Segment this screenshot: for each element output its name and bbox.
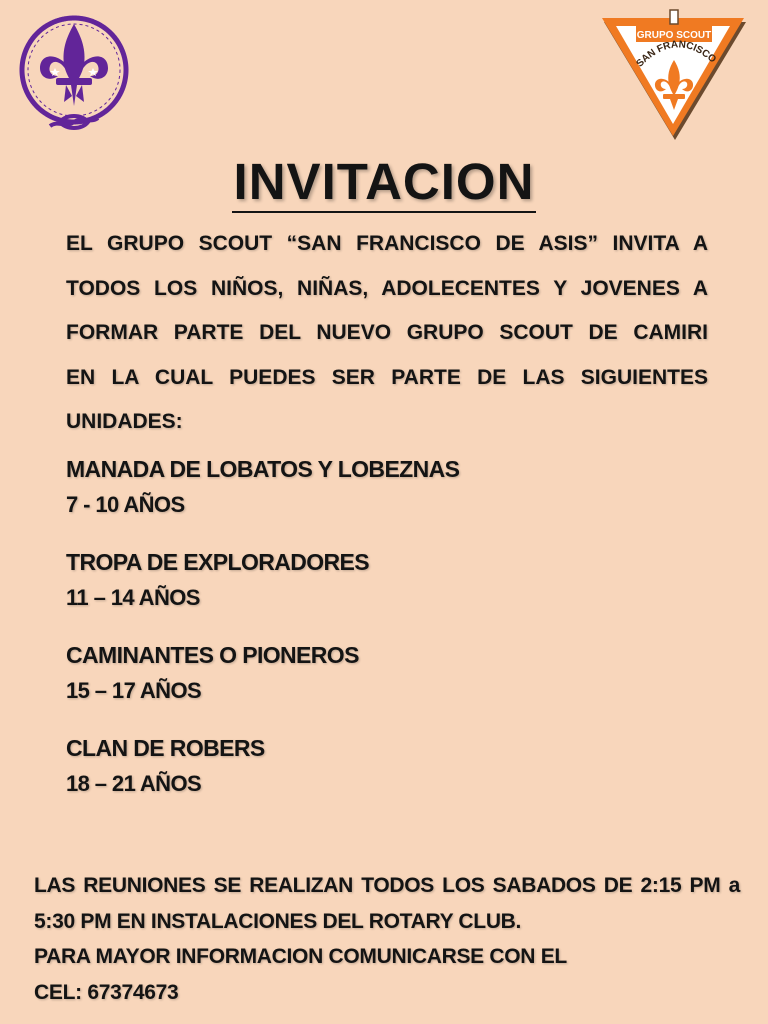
meeting-schedule-line: LAS REUNIONES SE REALIZAN TODOS LOS SABADOS DE 2:15 PM a — [34, 874, 740, 897]
unit-name: CAMINANTES O PIONEROS — [66, 642, 359, 668]
intro-line: UNIDADES: — [66, 410, 183, 433]
unit-age-range: 18 – 21 AÑOS — [66, 771, 202, 796]
unit-age-range: 11 – 14 AÑOS — [66, 585, 200, 610]
unit-name: CLAN DE ROBERS — [66, 735, 265, 761]
svg-text:GRUPO SCOUT: GRUPO SCOUT — [636, 30, 712, 41]
contact-info-line: PARA MAYOR INFORMACION COMUNICARSE CON EL — [34, 945, 567, 968]
unit-name: TROPA DE EXPLORADORES — [66, 549, 370, 575]
unit-age-range: 15 – 17 AÑOS — [66, 678, 202, 703]
unit-item — [66, 452, 666, 545]
world-scout-emblem-logo — [14, 10, 134, 138]
fleur-de-lis-icon — [14, 10, 134, 138]
unit-item — [66, 638, 666, 731]
intro-line: EN LA CUAL PUEDES SER PARTE DE LAS SIGUIENTES — [66, 365, 708, 389]
intro-line: EL GRUPO SCOUT “SAN FRANCISCO DE ASIS” INVITA A — [66, 232, 708, 255]
meeting-location-line: 5:30 PM EN INSTALACIONES DEL ROTARY CLUB. — [34, 909, 522, 933]
unit-name: MANADA DE LOBATOS Y LOBEZNAS — [66, 456, 460, 482]
invitation-paragraph — [66, 222, 708, 445]
title-text: INVITACION — [232, 153, 537, 213]
meeting-info — [34, 868, 740, 1010]
unit-item — [66, 545, 666, 638]
phone-number: CEL: 67374673 — [34, 980, 179, 1004]
page-title — [0, 152, 768, 213]
unit-age-range: 7 - 10 AÑOS — [66, 492, 185, 517]
intro-line: FORMAR PARTE DEL NUEVO GRUPO SCOUT DE CAMIRI — [66, 321, 708, 344]
svg-text:SAN FRANCISCO: SAN FRANCISCO — [634, 39, 719, 70]
scout-badge-icon — [600, 6, 750, 142]
units-list — [66, 452, 666, 824]
grupo-scout-san-francisco-logo — [600, 6, 750, 142]
unit-item — [66, 731, 666, 824]
intro-line: TODOS LOS NIÑOS, NIÑAS, ADOLECENTES Y JOVENES A — [66, 276, 708, 300]
